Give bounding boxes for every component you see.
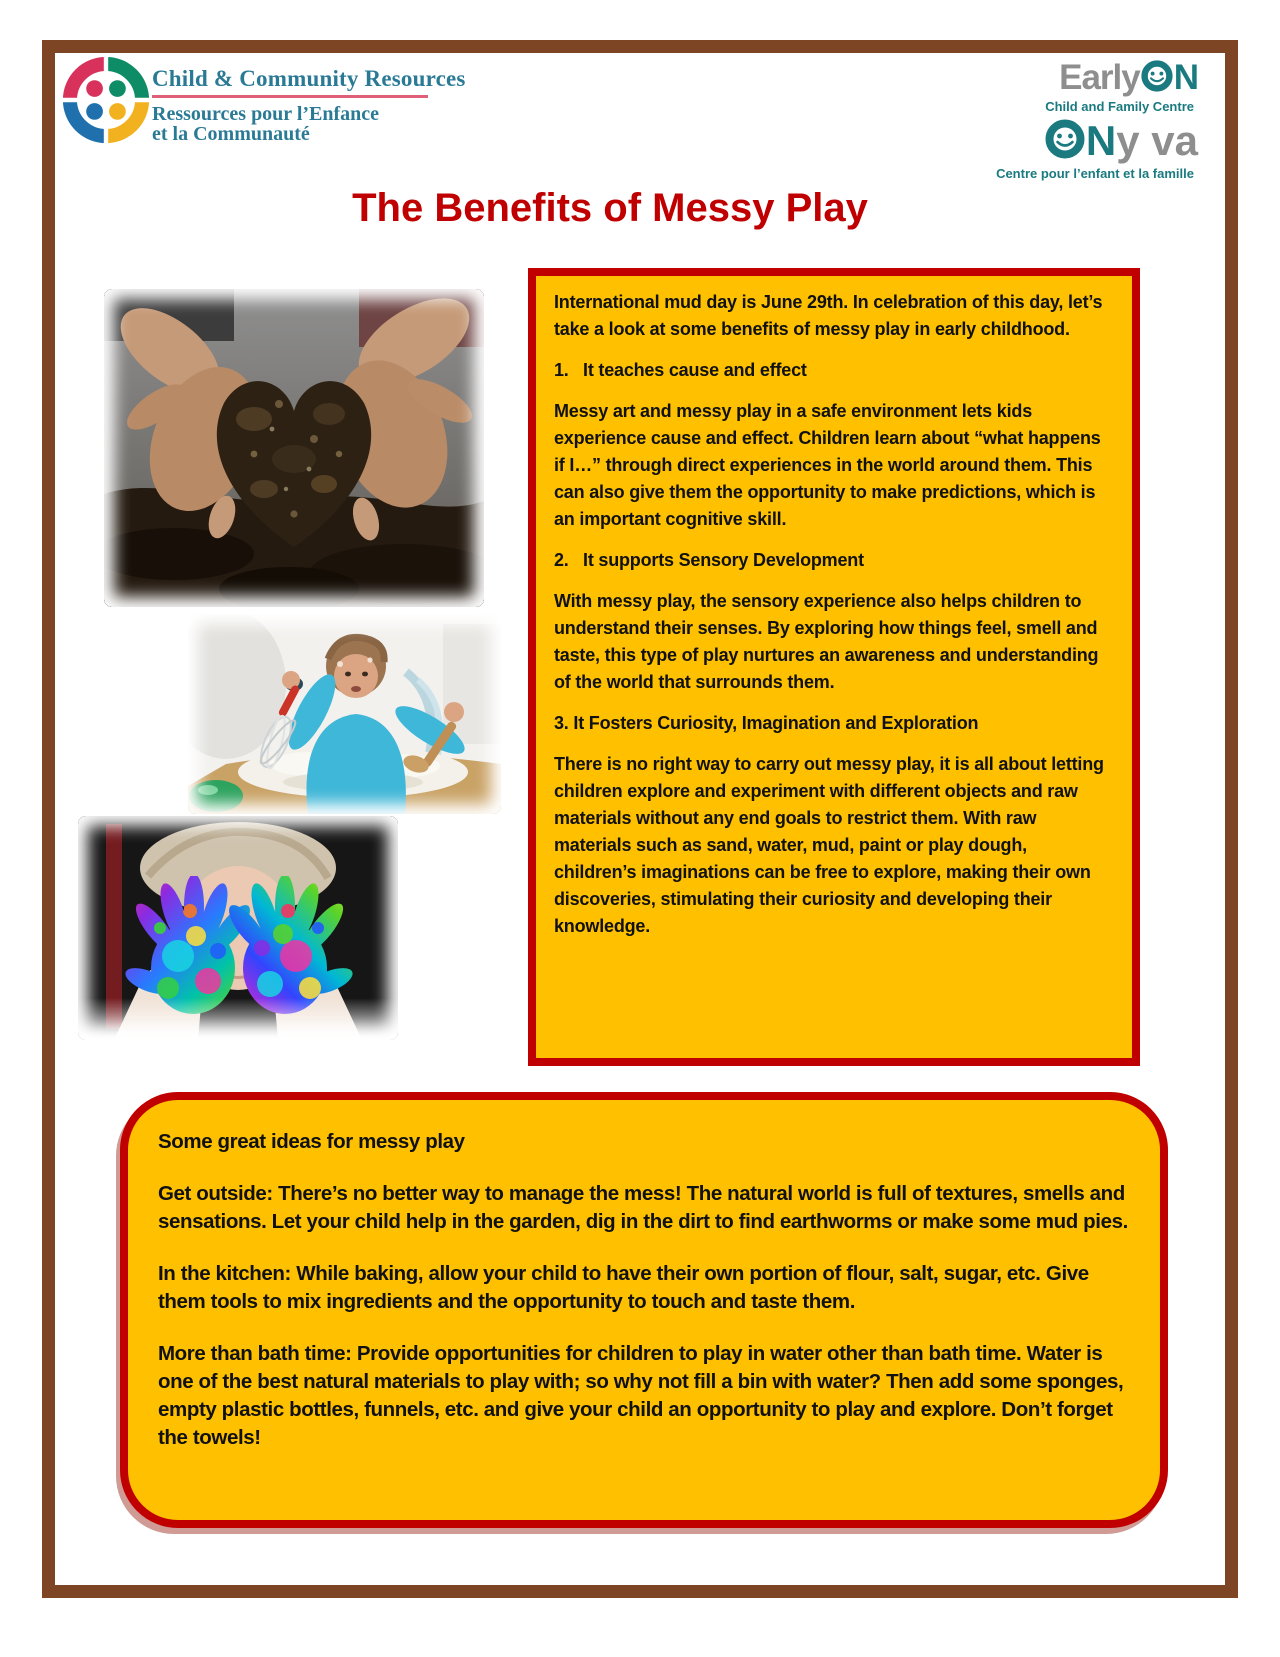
community-wheel-icon — [62, 56, 150, 144]
mud-hands-photo — [104, 289, 484, 607]
idea-bath-time: More than bath time: Provide opportunities for children to play in water other than bath time. Water is one of the best natural materials to play with; so why not fill a bin with water? Then add some sponges, empty plastic bottles, funnels, etc. and give your child an opportunity to play and explore. Don’t forget the towels! — [158, 1342, 1124, 1449]
benefit-1-body: Messy art and messy play in a safe environment lets kids experience cause and effect. Children learn about “what happens if I…” through direct experiences in the world around them. This can also give them the opportunity to make predictions, which is an important cognitive skill. — [554, 401, 1101, 529]
onyva-yva-text: y va — [1116, 117, 1198, 164]
earlyon-on-text: N — [1173, 58, 1198, 97]
painted-hands-photo — [78, 816, 398, 1040]
onyva-wordmark — [996, 117, 1198, 165]
ccr-name-english: Child & Community Resources — [152, 66, 466, 91]
idea-in-the-kitchen: In the kitchen: While baking, allow your child to have their own portion of flour, salt, sugar, etc. Give them tools to mix ingredients and the opportunity to touch and taste them. — [158, 1262, 1089, 1313]
ideas-box — [120, 1092, 1168, 1528]
earlyon-subtitle-en: Child and Family Centre — [1045, 99, 1194, 114]
earlyon-subtitle-fr: Centre pour l’enfant et la famille — [996, 166, 1194, 181]
flour-play-photo — [188, 614, 501, 814]
benefits-info-box — [528, 268, 1140, 1066]
earlyon-early-text: Early — [1059, 58, 1140, 97]
earlyon-wordmark — [996, 58, 1198, 98]
idea-get-outside: Get outside: There’s no better way to manage the mess! The natural world is full of textures, smells and sensations. Let your child help in the garden, dig in the dirt to find earthworms or make some mud pies. — [158, 1182, 1128, 1233]
page-title: The Benefits of Messy Play — [352, 186, 868, 230]
smiley-face-icon — [1045, 119, 1085, 164]
ccr-underline — [152, 95, 428, 98]
benefit-2-heading: 2. It supports Sensory Development — [554, 550, 864, 570]
benefit-3-body: There is no right way to carry out messy play, it is all about letting children explore and experiment with different objects and raw materials without any end goals to restrict them. With raw materials such as sand, water, mud, paint or play dough, children’s imaginations can be free to explore, making their own discoveries, stimulating their curiosity and developing their knowledge. — [554, 754, 1104, 936]
ideas-heading: Some great ideas for messy play — [158, 1130, 465, 1153]
ccr-logo-text — [152, 66, 466, 144]
intro-paragraph: International mud day is June 29th. In celebration of this day, let’s take a look at some benefits of messy play in early childhood. — [554, 292, 1103, 339]
benefit-2-body: With messy play, the sensory experience also helps children to understand their senses. By exploring how things feel, smell and taste, this type of play nurtures an awareness and understanding of the world that surrounds them. — [554, 591, 1099, 692]
onyva-on-text: N — [1085, 117, 1116, 164]
smiley-face-icon — [1141, 60, 1173, 97]
ccr-name-french-line2: et la Communauté — [152, 123, 310, 145]
earlyon-logo — [996, 58, 1198, 184]
ccr-name-french-line1: Ressources pour l’Enfance — [152, 103, 380, 125]
benefit-3-heading: 3. It Fosters Curiosity, Imagination and Exploration — [554, 713, 979, 733]
benefit-1-heading: 1. It teaches cause and effect — [554, 360, 807, 380]
